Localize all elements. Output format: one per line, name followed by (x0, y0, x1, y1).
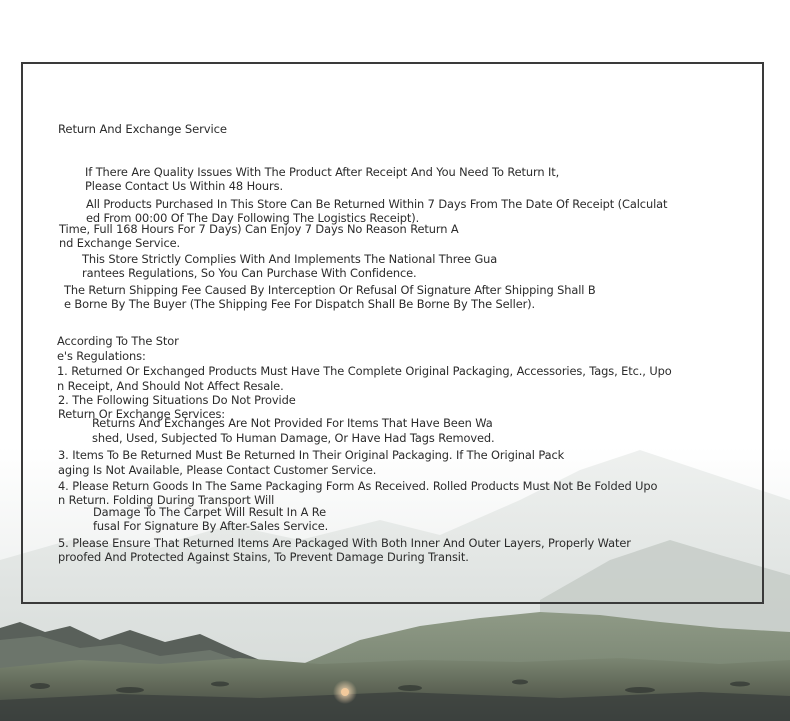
rule-item: 3. Items To Be Returned Must Be Returned In Their Original Packaging. If The Original Pack (58, 448, 565, 462)
section-heading: According To The Stor (57, 334, 179, 348)
policy-line: Please Contact Us Within 48 Hours. (85, 179, 283, 193)
policy-line: Time, Full 168 Hours For 7 Days) Can Enjoy 7 Days No Reason Return A (59, 222, 459, 236)
policy-line: ed From 00:00 Of The Day Following The Logistics Receipt). (86, 211, 420, 225)
rule-subitem: Returns And Exchanges Are Not Provided For Items That Have Been Wa (92, 416, 493, 430)
rule-item: 4. Please Return Goods In The Same Packaging Form As Received. Rolled Products Must Not Be Folded Upo (58, 479, 658, 493)
policy-line: nd Exchange Service. (59, 236, 181, 250)
rule-subitem: shed, Used, Subjected To Human Damage, Or Have Had Tags Removed. (92, 431, 495, 445)
rule-item: Return Or Exchange Services: (58, 407, 226, 421)
policy-line: All Products Purchased In This Store Can Be Returned Within 7 Days From The Date Of Receipt (Calculat (86, 197, 668, 211)
rule-subitem: Damage To The Carpet Will Result In A Re (93, 505, 327, 519)
policy-line: rantees Regulations, So You Can Purchase With Confidence. (82, 266, 417, 280)
policy-line: The Return Shipping Fee Caused By Interception Or Refusal Of Signature After Shipping Shall B (64, 283, 596, 297)
policy-line: e Borne By The Buyer (The Shipping Fee For Dispatch Shall Be Borne By The Seller). (64, 297, 536, 311)
rule-item: aging Is Not Available, Please Contact Customer Service. (58, 463, 377, 477)
page-title: Return And Exchange Service (58, 122, 227, 136)
rule-item: 5. Please Ensure That Returned Items Are Packaged With Both Inner And Outer Layers, Properly Water (58, 536, 631, 550)
rule-subitem: fusal For Signature By After-Sales Service. (93, 519, 329, 533)
section-heading: e's Regulations: (57, 349, 146, 363)
rule-item: n Return. Folding During Transport Will (58, 493, 275, 507)
policy-line: This Store Strictly Complies With And Implements The National Three Gua (82, 252, 498, 266)
rule-item: proofed And Protected Against Stains, To Prevent Damage During Transit. (58, 550, 469, 564)
rule-item: n Receipt, And Should Not Affect Resale. (57, 379, 284, 393)
policy-line: If There Are Quality Issues With The Product After Receipt And You Need To Return It, (85, 165, 560, 179)
rule-item: 2. The Following Situations Do Not Provide (58, 393, 296, 407)
rule-item: 1. Returned Or Exchanged Products Must Have The Complete Original Packaging, Accessories, Tags, Etc., Upo (57, 364, 672, 378)
